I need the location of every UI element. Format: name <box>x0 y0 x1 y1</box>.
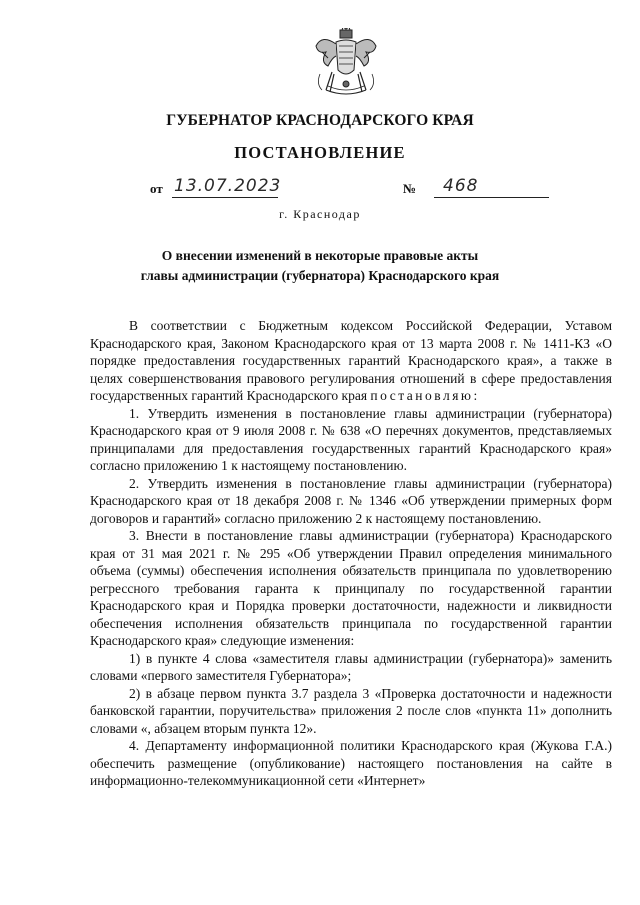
number-underline <box>434 197 549 198</box>
preamble-paragraph <box>90 317 612 405</box>
authority-heading: ГУБЕРНАТОР КРАСНОДАРСКОГО КРАЯ <box>166 112 474 129</box>
document-date: 13.07.2023 <box>174 176 282 196</box>
item-1-paragraph: 1. Утвердить изменения в постановление главы администрации (губернатора) Краснодарского края от 9 июля 2008 г. № 638 «О перечнях документов, представляемых принципалами для предоставления государственных гарантий Краснодарского края» согласно приложению 1 к настоящему постановлению. <box>90 405 612 473</box>
item-3-subitem-2: 2) в абзаце первом пункта 3.7 раздела 3 «Проверка достаточности и надежности банковской гарантии, поручительства» приложения 2 после слов «пункта 11» дополнить словами «, абзацем вторым пункта 12». <box>90 685 612 736</box>
date-number-row <box>0 176 640 202</box>
date-prefix: от <box>150 181 163 196</box>
item-2-paragraph: 2. Утвердить изменения в постановление главы администрации (губернатора) Краснодарского края от 18 декабря 2008 г. № 1346 «Об утверждении примерных форм договоров и гарантий» согласно приложению 2 к настоящему постановлению. <box>90 475 612 526</box>
item-4-paragraph: 4. Департаменту информационной политики Краснодарского края (Жукова Г.А.) обеспечить размещение (опубликование) настоящего постановления на сайте в информационно-телекоммуникационной сети «Интернет» <box>90 738 612 788</box>
title-line-2: главы администрации (губернатора) Краснодарского края <box>140 268 500 283</box>
document-title <box>0 246 640 286</box>
document-type-heading: ПОСТАНОВЛЕНИЕ <box>234 143 406 162</box>
date-underline <box>172 197 278 198</box>
preamble-text: В соответствии с Бюджетным кодексом Российской Федерации, Уставом Краснодарского края, Законом Краснодарского края от 13 марта 2008 г. № 1411-КЗ «О порядке предоставления государственных гарантий Краснодарского края», а также в целях совершенствования правового регулирования отношений в сфере предоставления государственных гарантий Краснодарского края <box>90 318 612 403</box>
document-body <box>90 317 612 790</box>
city-label: г. Краснодар <box>279 207 361 221</box>
item-3-paragraph: 3. Внести в постановление главы администрации (губернатора) Краснодарского края от 31 мая 2021 г. № 295 «Об утверждении Правил определения минимального объема (суммы) обеспечения исполнения обязательств принципала по удовлетворению регрессного требования гаранта к принципалу по государственной гарантии Краснодарского края и Порядка проверки достаточности, надежности и ликвидности обеспечения исполнения обязательств принципала по государственной гарантии Краснодарского края» следующие изменения: <box>90 528 612 648</box>
decree-word: постановляю: <box>370 388 480 403</box>
title-line-1: О внесении изменений в некоторые правовые акты <box>161 248 479 263</box>
number-prefix: № <box>403 181 417 196</box>
item-3-subitem-1: 1) в пункте 4 слова «заместителя главы администрации (губернатора)» заменить словами «первого заместителя Губернатора»; <box>90 650 612 683</box>
document-number: 468 <box>443 176 479 196</box>
coat-of-arms-emblem <box>312 28 380 100</box>
